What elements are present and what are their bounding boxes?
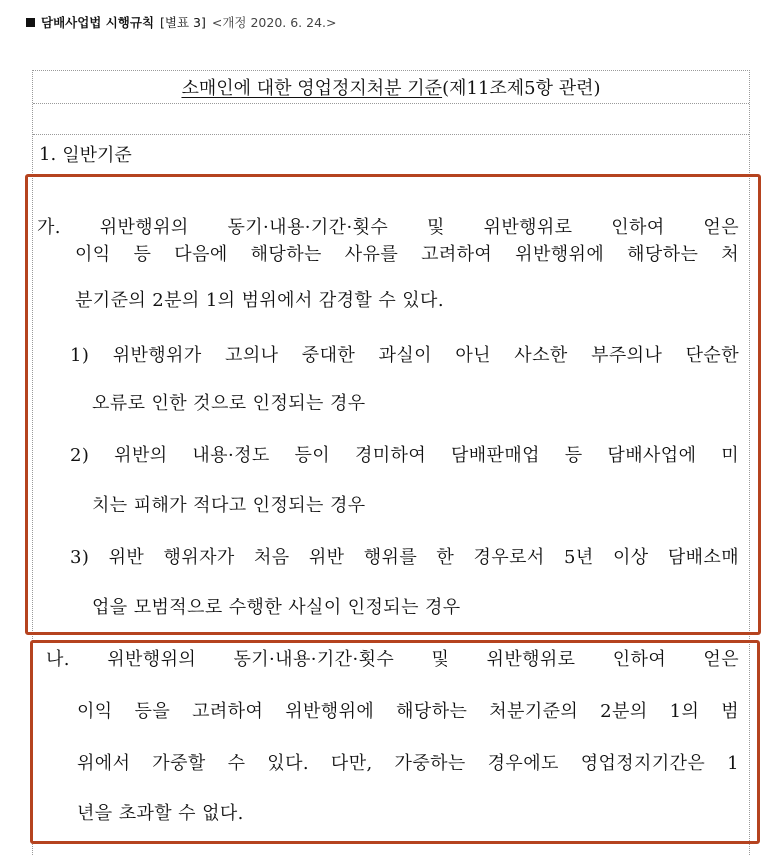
- square-bullet-icon: [26, 18, 35, 27]
- item-na-marker: 나.: [46, 649, 70, 670]
- subitem-2-line-1: [70, 444, 739, 468]
- subitem-3-line-1: [70, 546, 739, 570]
- document-title: 소매인에 대한 영업정지처분 기준: [181, 78, 443, 99]
- subitem-3-text-line-1: 위반 행위자가 처음 위반 행위를 한 경우로서 5년 이상 담배소매: [108, 547, 739, 568]
- item-ga-line-3: 분기준의 2분의 1의 범위에서 감경할 수 있다.: [75, 290, 444, 311]
- section-heading: [33, 135, 749, 173]
- item-ga-line-1: [37, 216, 739, 240]
- subitem-3-marker: 3): [70, 547, 90, 568]
- subitem-1-line-2: 오류로 인한 것으로 인정되는 경우: [92, 393, 366, 414]
- subitem-1-marker: 1): [70, 345, 90, 366]
- blank-row: [33, 104, 749, 135]
- item-ga-text-line-1: 위반행위의 동기·내용·기간·횟수 및 위반행위로 인하여 얻은: [99, 217, 740, 238]
- item-na-line-4: 년을 초과할 수 없다.: [77, 803, 244, 824]
- item-na-line-3: 위에서 가중할 수 있다. 다만, 가중하는 경우에도 영업정지기간은 1: [77, 753, 739, 774]
- title-row: [33, 71, 749, 104]
- item-na-text-line-1: 위반행위의 동기·내용·기간·횟수 및 위반행위로 인하여 얻은: [107, 649, 740, 670]
- law-name: 담배사업법 시행규칙: [41, 15, 155, 30]
- item-ga-line-2: 이익 등 다음에 해당하는 사유를 고려하여 위반행위에 해당하는 처: [75, 244, 739, 265]
- annex-number: [별표 3]: [160, 15, 206, 30]
- subitem-2-text-line-1: 위반의 내용·정도 등이 경미하여 담배판매업 등 담배사업에 미: [114, 445, 740, 466]
- revision-date: <개정 2020. 6. 24.>: [211, 15, 337, 30]
- subitem-2-line-2: 치는 피해가 적다고 인정되는 경우: [92, 495, 366, 516]
- document-header: [26, 6, 336, 38]
- subitem-2-marker: 2): [70, 445, 90, 466]
- item-na-line-1: [46, 648, 739, 672]
- item-ga-marker: 가.: [37, 217, 61, 238]
- section-label: 일반기준: [62, 145, 132, 166]
- subitem-1-line-1: [70, 344, 739, 368]
- section-number: 1.: [39, 143, 57, 165]
- item-na-line-2: 이익 등을 고려하여 위반행위에 해당하는 처분기준의 2분의 1의 범: [77, 701, 739, 722]
- subitem-3-line-2: 업을 모범적으로 수행한 사실이 인정되는 경우: [92, 597, 461, 618]
- document-title-reference: (제11조제5항 관련): [442, 78, 601, 99]
- subitem-1-text-line-1: 위반행위가 고의나 중대한 과실이 아닌 사소한 부주의나 단순한: [112, 345, 739, 366]
